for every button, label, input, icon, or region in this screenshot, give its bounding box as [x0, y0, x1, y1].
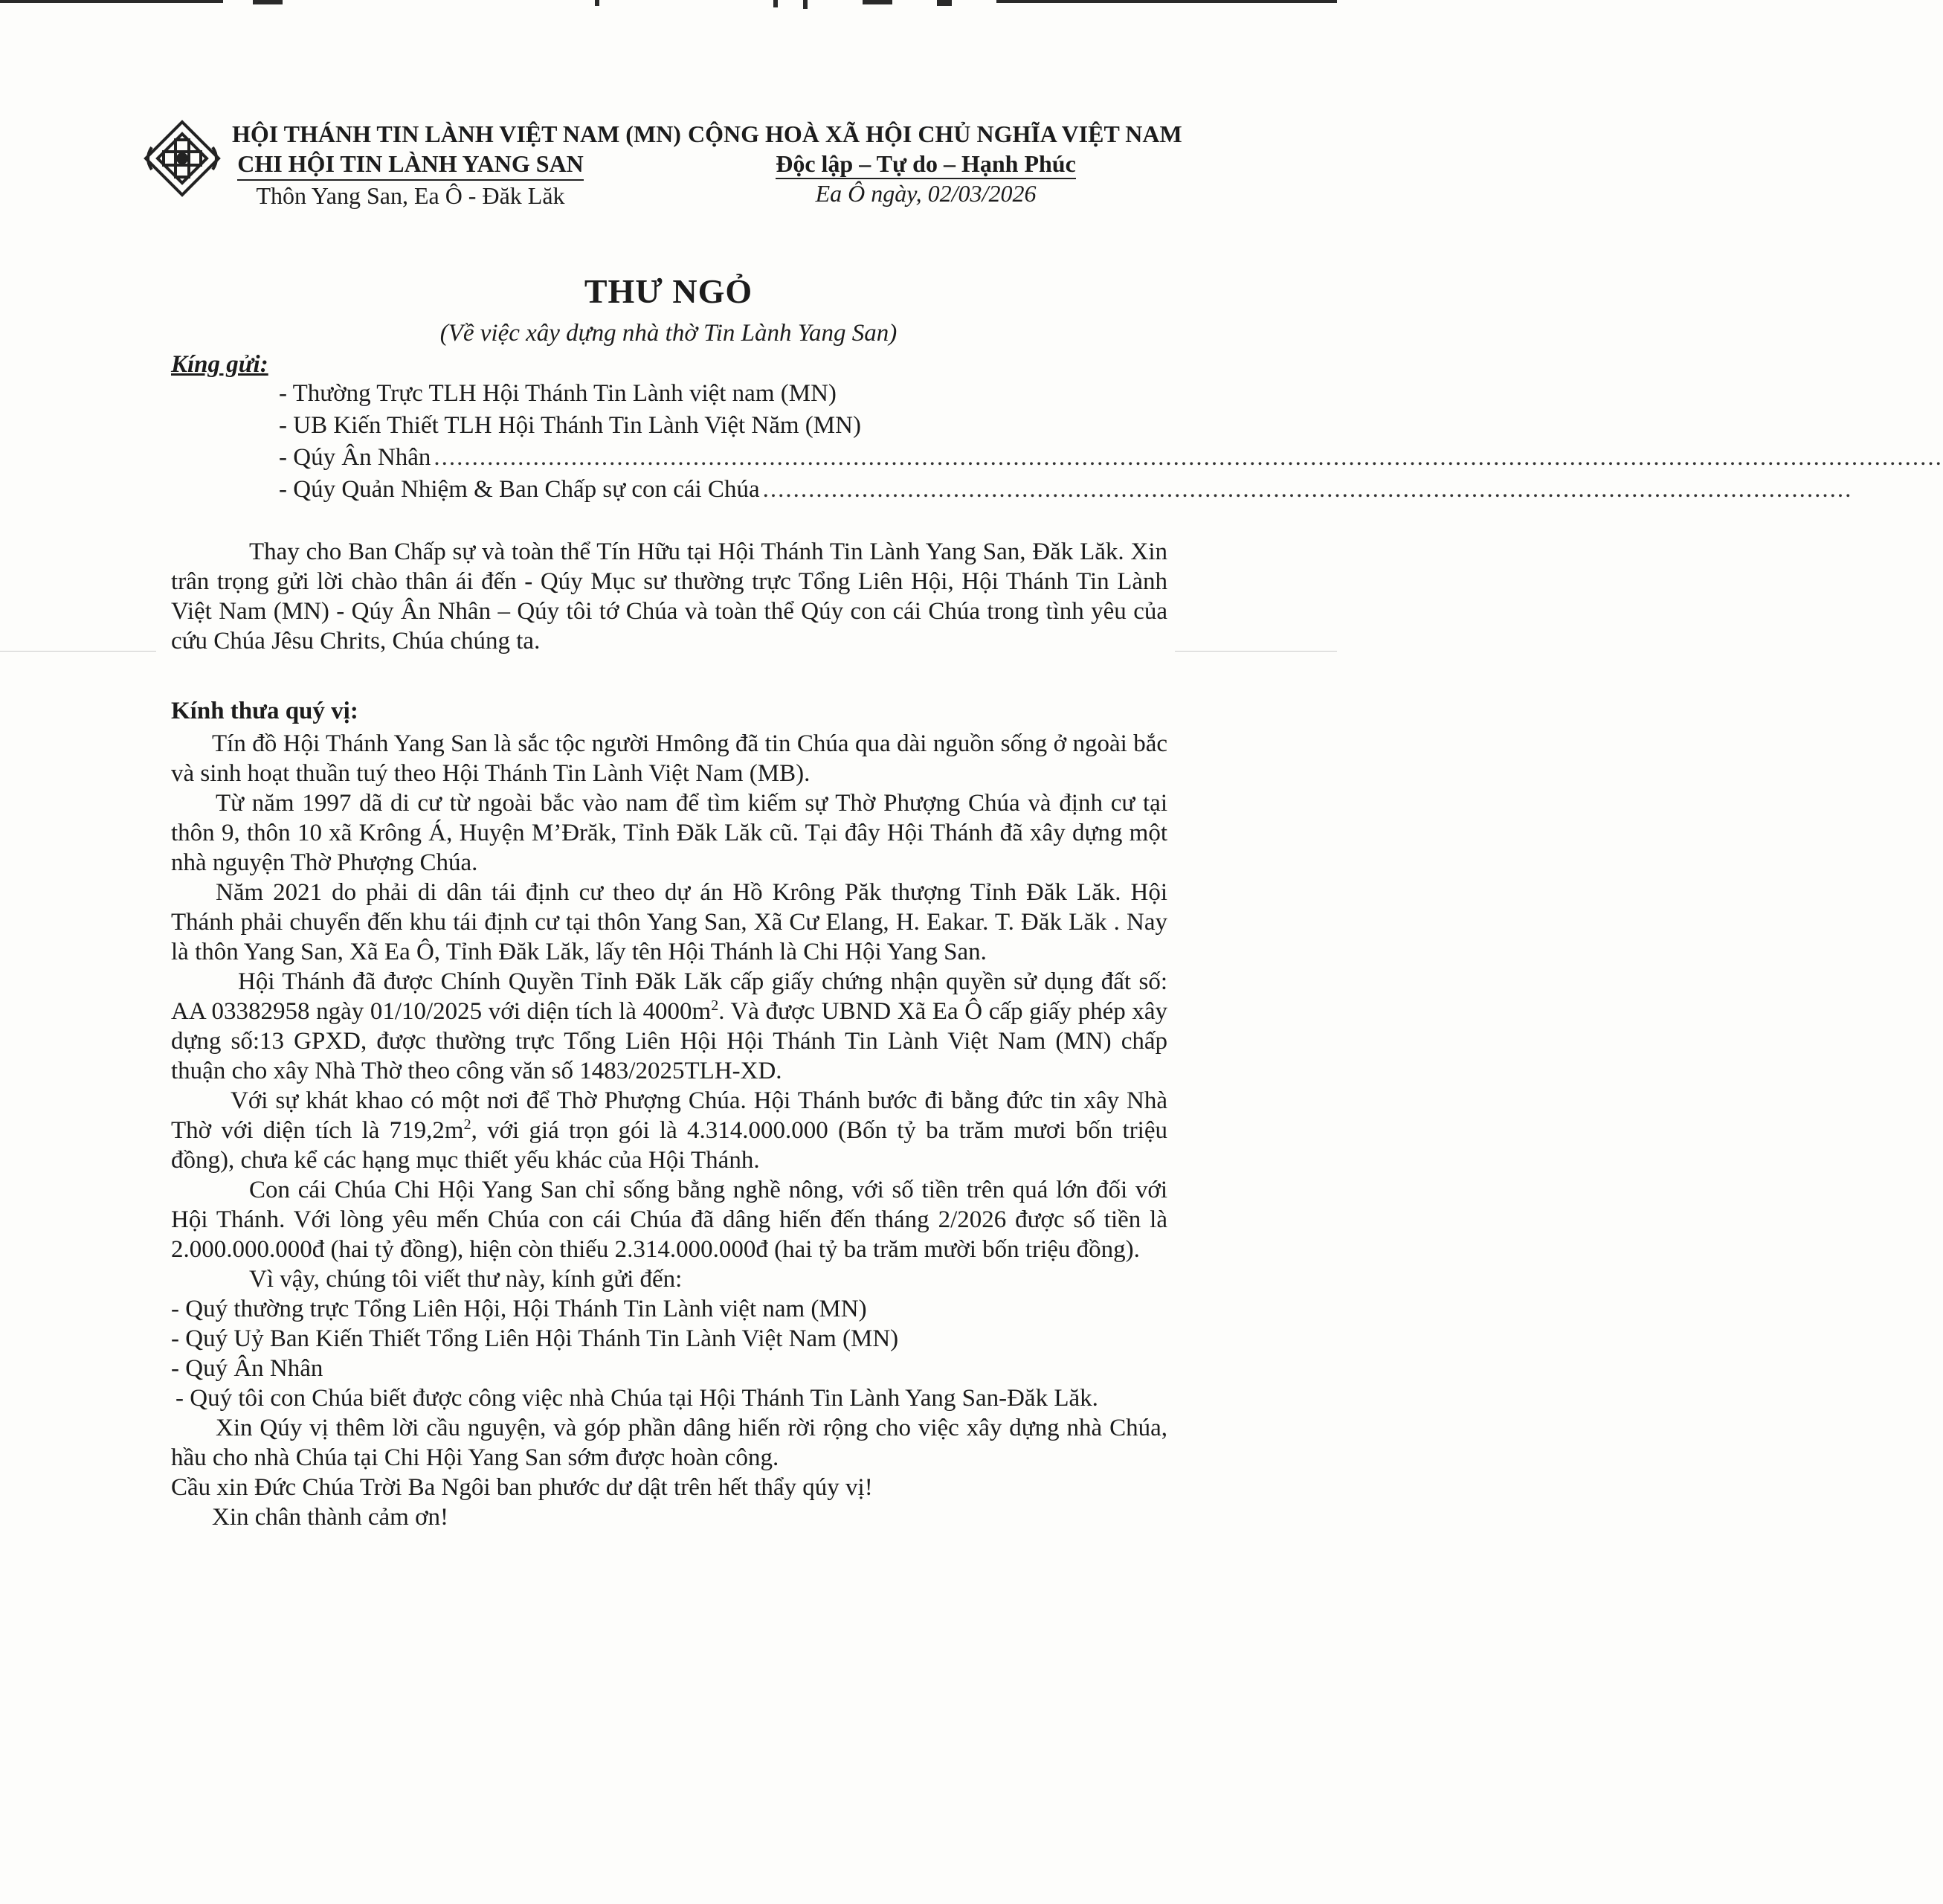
body-text: . Và được UBND Xã Ea Ô cấp giấy phép xây dựng số:13 GPXD, được thường trực Tổng Liên Hội Hội Thánh Tin Lành Việt Nam (MN) chấp thuận cho xây Nhà Thờ theo công văn số 1483/2025TLH-XD. [171, 998, 1168, 1084]
motto: Độc lập – Tự do – Hạnh Phúc [776, 150, 1076, 179]
body-paragraph: Xin Qúy vị thêm lời cầu nguyện, và góp phần dâng hiến rời rộng cho việc xây dựng nhà Chúa, hầu cho nhà Chúa tại Chi Hội Yang San sớm được hoàn công. [171, 1415, 1167, 1471]
issuer-address: Thôn Yang San, Ea Ô - Đăk Lăk [256, 182, 565, 209]
addressee-text: - Thường Trực TLH Hội Thánh Tin Lành việt nam (MN) [279, 380, 837, 407]
recipient-list-item: - Quý thường trực Tổng Liên Hội, Hội Thánh Tin Lành việt nam (MN) [171, 1296, 867, 1322]
closing-line: Xin chân thành cảm ơn! [212, 1504, 449, 1531]
addressee-item [279, 474, 1853, 506]
body-paragraph: Con cái Chúa Chi Hội Yang San chỉ sống bằng nghề nông, với số tiền trên quá lớn đối với Hội Thánh. Với lòng yêu mến Chúa con cái Chúa đã dâng hiến đến tháng 2/2026 được số tiền là 2.000.000.000đ (hai tỷ đồng), hiện còn thiếu 2.314.000.000đ (hai tỷ ba trăm mười bốn triệu đồng). [171, 1177, 1167, 1263]
addressee-item [279, 410, 1164, 442]
body-paragraph: Cầu xin Đức Chúa Trời Ba Ngôi ban phước dư dật trên hết thẩy qúy vị! [171, 1474, 873, 1501]
addressee-text: - Qúy Quản Nhiệm & Ban Chấp sự con cái Chúa [279, 476, 760, 503]
scan-edge-mark [595, 0, 599, 6]
scan-edge-mark [863, 0, 892, 4]
addressee-fill-dots: ...................................................................................................................................................................................................... [434, 444, 1943, 471]
recipient-list-item: - Quý Uỷ Ban Kiến Thiết Tổng Liên Hội Thánh Tin Lành Việt Nam (MN) [171, 1325, 899, 1352]
body-paragraph: Tín đồ Hội Thánh Yang San là sắc tộc người Hmông đã tin Chúa qua dài nguồn sống ở ngoài bắc và sinh hoạt thuần tuý theo Hội Thánh Tin Lành Việt Nam (MB). [171, 730, 1167, 787]
superscript: 2 [711, 997, 719, 1014]
addressee-text: - UB Kiến Thiết TLH Hội Thánh Tin Lành Việt Năm (MN) [279, 412, 861, 439]
document-date: Ea Ô ngày, 02/03/2026 [815, 180, 1037, 207]
addressee-list [279, 378, 1943, 506]
addressee-item [279, 378, 1164, 410]
page-title: THƯ NGỎ [584, 272, 753, 310]
addressee-item [279, 442, 1943, 474]
recipient-list-item: - Quý Ân Nhân [171, 1355, 323, 1382]
salutation: Kính thưa quý vị: [171, 698, 358, 724]
scan-edge-mark [803, 0, 808, 9]
nation-name: CỘNG HOÀ XÃ HỘI CHỦ NGHĨA VIỆT NAM [688, 120, 1182, 147]
issuer-block [232, 119, 681, 210]
body-paragraph [171, 967, 1167, 1086]
body-text: Hội Thánh đã được Chính Quyền Tỉnh Đăk Lăk cấp giấy chứng nhận quyền sử dụng đất số: AA 03382958 ngày 01/10/2025 với diện tích là 4000m [171, 968, 1167, 1025]
letter-body [171, 729, 1167, 1532]
scan-edge-mark [0, 0, 223, 3]
body-text: Với sự khát khao có một nơi để Thờ Phượng Chúa. Hội Thánh bước đi bằng đức tin xây Nhà Thờ với diện tích là 719,2m [171, 1087, 1167, 1144]
national-motto-block [688, 119, 1182, 208]
scan-edge-mark [996, 0, 1337, 3]
addressee-text: - Qúy Ân Nhân [279, 444, 431, 471]
body-paragraph: Vì vậy, chúng tôi viết thư này, kính gửi đến: [249, 1266, 683, 1293]
intro-paragraph: Thay cho Ban Chấp sự và toàn thể Tín Hữu tại Hội Thánh Tin Lành Yang San, Đăk Lăk. Xin trân trọng gửi lời chào thân ái đến - Qúy Mục sư thường trực Tổng Liên Hội, Hội Thánh Tin Lành Việt Nam (MN) - Qúy Ân Nhân – Qúy tôi tớ Chúa và toàn thể Qúy con cái Chúa trong tình yêu của cứu Chúa Jêsu Chrits, Chúa chúng ta. [171, 538, 1167, 654]
issuer-branch: CHI HỘI TIN LÀNH YANG SAN [237, 149, 584, 181]
scan-edge-mark [937, 0, 952, 6]
addressee-label: Kíng gửi: [171, 351, 268, 378]
addressee-fill-dots: ............................................................................................................................................... [762, 476, 1853, 503]
scan-edge-mark [773, 0, 778, 7]
issuer-org: HỘI THÁNH TIN LÀNH VIỆT NAM (MN) [232, 120, 681, 147]
scan-fold-line [0, 651, 156, 652]
body-paragraph [171, 1086, 1167, 1175]
cross-emblem-icon [141, 118, 223, 199]
body-paragraph: Từ năm 1997 dã di cư từ ngoài bắc vào nam để tìm kiếm sự Thờ Phượng Chúa và định cư tại thôn 9, thôn 10 xã Krông Á, Huyện M’Đrăk, Tỉnh Đăk Lăk cũ. Tại đây Hội Thánh đã xây dựng một nhà nguyện Thờ Phượng Chúa. [171, 790, 1167, 876]
scan-edge-mark [253, 0, 283, 4]
superscript: 2 [463, 1116, 471, 1133]
body-paragraph: Năm 2021 do phải di dân tái định cư theo dự án Hồ Krông Păk thượng Tỉnh Đăk Lăk. Hội Thánh phải chuyển đến khu tái định cư tại thôn Yang San, Xã Cư Elang, H. Eakar. T. Đăk Lăk . Nay là thôn Yang San, Xã Ea Ô, Tỉnh Đăk Lăk, lấy tên Hội Thánh là Chi Hội Yang San. [171, 879, 1167, 965]
recipient-list-item: - Quý tôi con Chúa biết được công việc nhà Chúa tại Hội Thánh Tin Lành Yang San-Đăk Lăk. [175, 1385, 1098, 1412]
body-text: , với giá trọn gói là 4.314.000.000 (Bốn tỷ ba trăm mươi bốn triệu đồng), chưa kể các hạng mục thiết yếu khác của Hội Thánh. [171, 1117, 1167, 1174]
scan-fold-line [1175, 651, 1337, 652]
page-subtitle: (Về việc xây dựng nhà thờ Tin Lành Yang San) [439, 320, 898, 347]
